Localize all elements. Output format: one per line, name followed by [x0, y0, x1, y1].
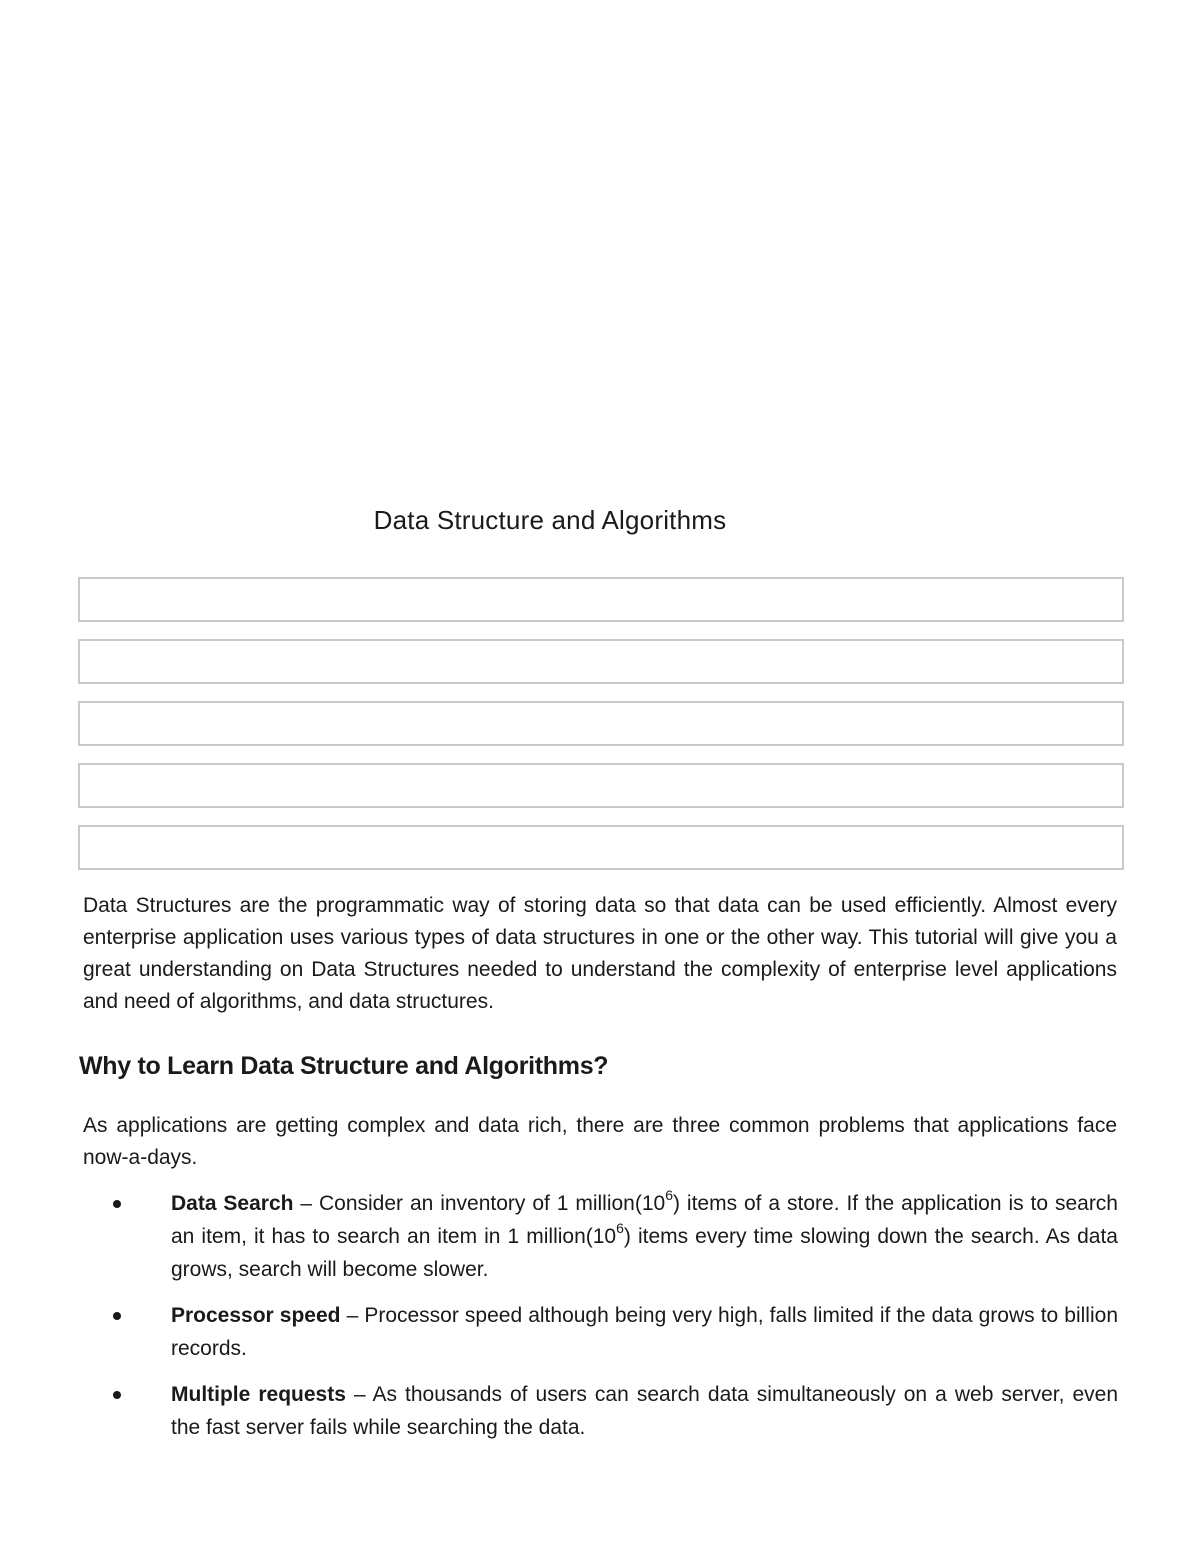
document-title: Data Structure and Algorithms [373, 505, 727, 535]
list-item [110, 1187, 1118, 1286]
problem-description: – As thousands of users can search data simultaneously on a web server, even the fast server fails while searching the data. [171, 1383, 1119, 1439]
problem-description: ) items every time slowing down the search. As data grows, search will become slower. [171, 1225, 1118, 1281]
section-intro-paragraph: As applications are getting complex and data rich, there are three common problems that applications face now-a-days. [83, 1114, 1117, 1169]
problem-description: – Processor speed although being very high, falls limited if the data grows to billion records. [171, 1304, 1118, 1360]
empty-box [78, 639, 1124, 684]
list-item [110, 1299, 1118, 1365]
intro-paragraph: Data Structures are the programmatic way of storing data so that data can be used efficiently. Almost every enterprise application uses various types of data structures in one or the other way. This tutorial will give you a great understanding on Data Structures needed to understand the complexity of enterprise level applications and need of algorithms, and data structures. [83, 894, 1117, 1013]
problem-description: ) items of a store. If the application is to search an item, it has to search an item in 1 million(10 [171, 1192, 1118, 1248]
section-heading: Why to Learn Data Structure and Algorithms? [79, 1052, 609, 1080]
empty-box-stack [78, 577, 1124, 887]
bullet-icon [113, 1391, 121, 1399]
problem-term: Data Search [171, 1192, 294, 1215]
empty-box [78, 701, 1124, 746]
exponent: 6 [665, 1187, 674, 1203]
empty-box [78, 825, 1124, 870]
problem-list [110, 1187, 1118, 1457]
empty-box [78, 577, 1124, 622]
problem-description: – Consider an inventory of 1 million(10 [293, 1192, 666, 1215]
list-item [110, 1378, 1118, 1444]
bullet-icon [113, 1312, 121, 1320]
problem-term: Processor speed [171, 1304, 341, 1327]
empty-box [78, 763, 1124, 808]
bullet-icon [113, 1200, 121, 1208]
problem-term: Multiple requests [171, 1383, 346, 1406]
exponent: 6 [616, 1220, 624, 1236]
